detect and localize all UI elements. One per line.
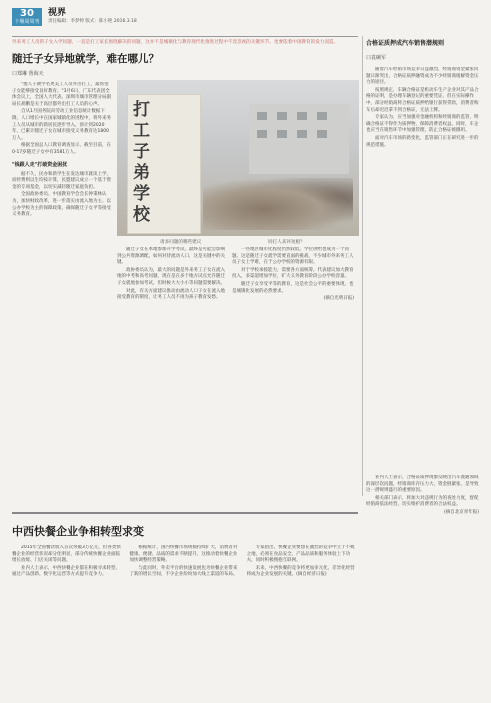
school-sign-photo — [117, 80, 359, 236]
sidebar-author: 口袁碗军 — [366, 55, 387, 61]
bottom-article-headline: 中西快餐企业争相转型求变 — [12, 525, 144, 538]
photo-window — [277, 112, 287, 120]
paragraph: 按照规定，车辆合格证是机动车生产企业对其产品合格的证明，是办理车辆登记的重要凭证，但在实际操作中，部分经销商将合格证质押给银行获得贷款，消费者购车后却迟迟拿不到合格证，无法上牌。 — [366, 87, 479, 113]
bottom-article-body — [12, 545, 358, 695]
article-lead: 外来务工人员的子女入学问题，一直是打工家长围绕解决的问题，这并不是城镇化与教育现代化推进过程中不容忽视的关键环节。也要依着中国教育的发力而造。 — [12, 40, 339, 45]
bottom-column-2 — [129, 545, 240, 695]
section-subhead: "钱跟人走"打破资金困扰 — [12, 161, 68, 168]
paragraph: 专家指出，快餐企业要想在激烈的竞争中立于不败之地，必须在食品安全、产品品质和服务体验上下功夫，同时积极拥抱互联网。 — [246, 545, 355, 564]
page-number-box — [12, 8, 42, 26]
photo-window — [257, 112, 267, 120]
column-divider — [362, 36, 363, 496]
paragraph: 一些地区城市化程度仍然较低，学位供给也成为一个问题。这是随迁子女就学需要直面的挑战，不少城市外来务工人员子女上学难，在于公办学校的资源有限。 — [232, 247, 354, 266]
page-number: 30 — [20, 8, 34, 19]
photo-window — [257, 130, 267, 138]
paragraph: 全国政协委员、中国教育学会会长钟秉林认为，加快财政改革，进一步落实由流入地为主、以公办学校为主的保障政策，确保随迁子女平等接受义务教育。 — [12, 192, 111, 218]
photo-children — [203, 178, 353, 230]
photo-caption-right: 同打人来补短板？ — [268, 240, 305, 245]
paragraph: 2015年全国餐饮收入首次突破3万亿元，但各类快餐企业的经营状况却分化明显，部分传统快餐企业面临增长放缓、门店关闭等问题。 — [12, 545, 121, 564]
paragraph: 业内人士表示，合格证质押现象反映出汽车流通领域的深层次问题，经销商库存压力大、资金链紧张，是导致这一潜规则盛行的重要原因。 — [366, 475, 479, 494]
bottom-column-3 — [247, 545, 358, 695]
paragraph: "他人子教学名更美工人员外出打工，最希望子女能够接受良好教育。"3月6日，广东代表团全体会议上，全国人大代表、深圳市城市管理分局副局长胡鹏是关于高层都外出打工人员的心声。 — [12, 82, 111, 107]
column-name: 视界 — [48, 8, 67, 18]
paragraph: 相关部门表示，将加大对违规行为的查处力度，督促经销商依法经营，切实维护消费者的合法权益。 — [366, 495, 479, 508]
article-column-1 — [12, 82, 112, 382]
top-divider — [12, 36, 358, 37]
sidebar-source: (摘自北京青年报) — [443, 509, 479, 515]
paragraph: 业内人士表示，中西快餐企业都在积极寻求转型，通过产品创新、数字化运营等方式提升竞争力。 — [12, 565, 120, 578]
bottom-column-1 — [12, 545, 123, 695]
photo-window — [277, 130, 287, 138]
article-column-3 — [232, 247, 354, 469]
paragraph: 对于学校承接能力，需要各方面统筹。代表建议加大教育投入，多渠道增加学位，扩大义务教育阶段公办学校容量。 — [232, 267, 354, 280]
paragraph: 随迁子女在本地参加升学考试，最终是可能会影响到公共资源调配。如何对待流动人口，这是关键中的关键。 — [117, 247, 225, 266]
paragraph: 政协委员认为，最大的问题是外来务工子女在流入地的中考和高考问题，现在是在多个地方试点允许随迁子女就地参加考试，但时候大大小小等问题需要解决。 — [117, 267, 225, 286]
photo-building — [249, 104, 349, 174]
header-info — [48, 8, 137, 25]
sidebar-title: 合格证质押成汽车销售潜规则 — [366, 40, 445, 47]
photo-window — [317, 112, 327, 120]
section-name: 十堰周周刊 — [14, 19, 40, 25]
photo-caption-left: 请多问题的哪些建议 — [160, 240, 202, 245]
paragraph: 据不久，民办和新学生在发达城市就读上学，而经费则以生均按计算，民盟建议成立一个基于资金的专项基金，以切实减轻随迁家庭负担。 — [12, 171, 111, 190]
article-byline: 口郑琳 鲁海天 — [12, 71, 44, 77]
paragraph: 面对汽车市场的新变化，监管部门正在研究进一步的规范措施。 — [366, 135, 479, 148]
article-headline: 随迁子女异地就学，难在哪儿？ — [12, 53, 159, 65]
paragraph: 根据统计，国内快餐市场规模持续扩大，消费者对健康、便捷、品质的需求不断提升，这推动着快餐企业加快调整经营策略。 — [129, 545, 238, 564]
paragraph: 未来，中西快餐的竞争将更加多元化，差异化经营将成为企业发展的关键。(摘自经济日报) — [246, 565, 355, 578]
sidebar-article — [366, 40, 479, 477]
photo-window — [297, 130, 307, 138]
paragraph: 专家认为，应当加强对金融机构和经销商的监管，明确合格证不得作为质押物，保障消费者权益。同时，车企也应当在销售环节中加强管理，防止合格证被挪用。 — [366, 115, 479, 134]
school-sign-text: 打工子弟学校 — [133, 100, 150, 225]
editor-meta: 责任编辑：李梦婷 版式：陈小艳 2016.3.18 — [48, 19, 137, 24]
paragraph: 与此同时，外卖平台的快速发展也为快餐企业带来了新的增长空间，不少企业纷纷加大线上渠道的布局。 — [129, 565, 238, 578]
paragraph: 对此，有关方面建议推动由流动人口子女在流入地接受教育的制度，让务工人员不再为孩子教育发愁。 — [117, 288, 225, 301]
article-source: (摘自光明日报) — [323, 296, 354, 302]
paragraph: 随着汽车经销市场竞争日益激烈，经销商资金紧张问题日渐突出，合格证质押融资成为不少经销商缓解资金压力的途径。 — [366, 67, 479, 86]
page-header — [12, 8, 481, 34]
sidebar-body — [366, 67, 479, 477]
bottom-section-divider — [12, 512, 358, 514]
paragraph: 根据全国总人口教育调查显示，截至目前，在0-17岁随迁子女中有3581万人。 — [12, 143, 111, 155]
paragraph: 自从1月国务院向劳动工业信息统计数据下降，人口增长中在国家城镇化的进程中，将外来务工人员从城市的新居民逐步导入，预计到2020年，已累计随迁子女在城市接受义务教育达1800万人。 — [12, 109, 111, 141]
sidebar-article-continued — [366, 475, 479, 697]
paragraph: 随迁子女享受平等的教育，这是社会公平的重要体现，也是城镇化发展的必然要求。 — [232, 281, 354, 294]
article-column-2 — [117, 247, 227, 469]
photo-window — [317, 130, 327, 138]
photo-window — [297, 112, 307, 120]
